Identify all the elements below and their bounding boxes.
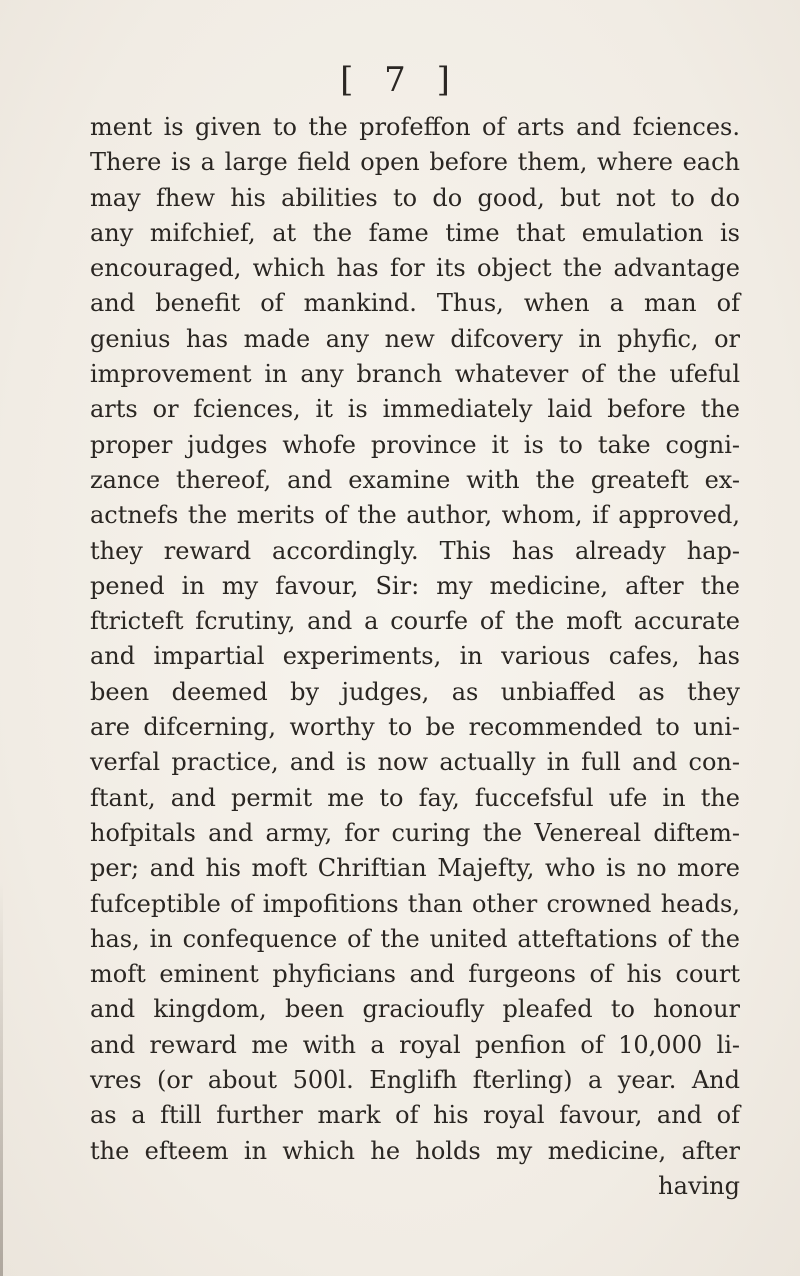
text-line: ment is given to the profeffon of arts and fciences. <box>90 113 740 141</box>
text-line: per; and his moft Chriftian Majefty, who is no more <box>90 854 740 883</box>
text-line: and benefit of mankind. Thus, when a man of <box>90 289 740 318</box>
text-line: actnefs the merits of the author, whom, if approved, <box>90 501 740 530</box>
text-line: fufceptible of impofitions than other crowned heads, <box>90 889 740 918</box>
text-line: the efteem in which he holds my medicine, after <box>90 1136 740 1165</box>
text-line: genius has made any new difcovery in phyfic, or <box>90 324 740 353</box>
page-edge-shadow <box>0 880 3 1276</box>
text-line: arts or fciences, it is immediately laid before the <box>90 395 740 424</box>
text-line: proper judges whofe province it is to take cogni- <box>90 430 740 459</box>
text-line: are difcerning, worthy to be recommended to uni- <box>90 713 740 742</box>
text-line: hofpitals and army, for curing the Venereal diftem- <box>90 818 740 847</box>
text-line: ftant, and permit me to fay, fuccefsful ufe in the <box>90 783 740 812</box>
page-number-header: [ 7 ] <box>340 60 460 100</box>
text-line: moft eminent phyficians and furgeons of his court <box>90 960 740 989</box>
text-line: any mifchief, at the fame time that emulation is <box>90 218 740 247</box>
body-text <box>90 110 740 1204</box>
text-line: may fhew his abilities to do good, but not to do <box>90 183 740 212</box>
text-line: and impartial experiments, in various cafes, has <box>90 642 740 671</box>
text-line: pened in my favour, Sir: my medicine, after the <box>90 571 740 600</box>
text-line: verfal practice, and is now actually in full and con- <box>90 748 740 777</box>
text-line: and reward me with a royal penfion of 10,000 li- <box>90 1030 740 1059</box>
text-line: vres (or about 500l. Englifh fterling) a year. And <box>90 1066 740 1095</box>
text-line: they reward accordingly. This has already hap- <box>90 536 740 565</box>
text-line: encouraged, which has for its object the advantage <box>90 254 740 283</box>
text-line: been deemed by judges, as unbiaffed as they <box>90 677 740 706</box>
text-line: has, in confequence of the united atteftations of the <box>90 924 740 953</box>
text-line: as a ftill further mark of his royal favour, and of <box>90 1101 740 1130</box>
text-line: ftricteft fcrutiny, and a courfe of the moft accurate <box>90 607 740 636</box>
text-line: zance thereof, and examine with the greateft ex- <box>90 465 740 494</box>
text-line: There is a large field open before them, where each <box>90 148 740 177</box>
catchword: having <box>658 1171 740 1200</box>
text-line: improvement in any branch whatever of the ufeful <box>90 360 740 389</box>
text-line: and kingdom, been gracioufly pleafed to honour <box>90 995 740 1024</box>
